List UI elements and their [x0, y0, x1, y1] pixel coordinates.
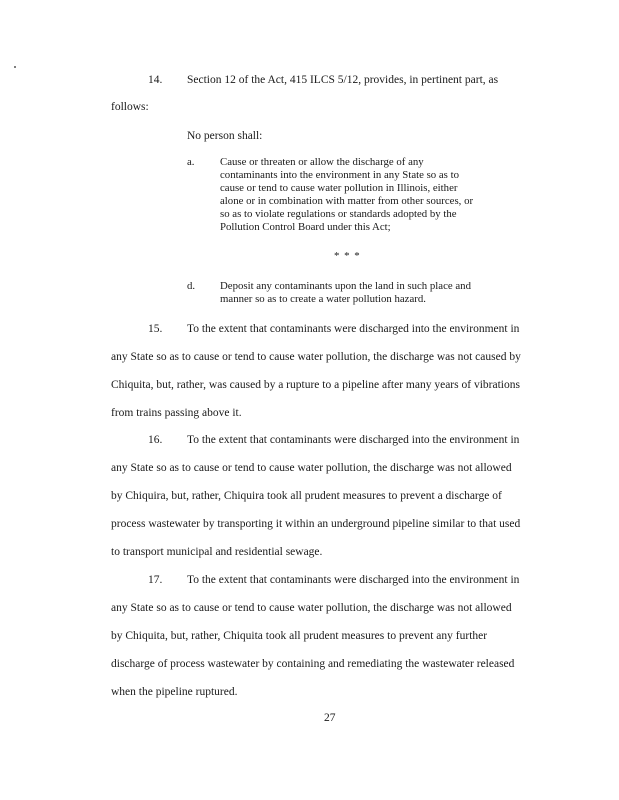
paragraph-text: from trains passing above it.: [111, 407, 242, 419]
quote-intro: No person shall:: [187, 130, 263, 142]
paragraph-text: To the extent that contaminants were discharged into the environment in: [187, 323, 520, 335]
paragraph-text: discharge of process wastewater by containing and remediating the wastewater released: [111, 658, 515, 670]
paragraph-text: by Chiquita, but, rather, Chiquita took all prudent measures to prevent any further: [111, 630, 488, 642]
list-marker: d.: [187, 280, 196, 292]
paragraph-number: 16.: [148, 434, 163, 446]
ellipsis: * * *: [334, 250, 361, 262]
paragraph-text: to transport municipal and residential sewage.: [111, 546, 323, 558]
paragraph-text: To the extent that contaminants were discharged into the environment in: [187, 574, 520, 586]
paragraph-text: any State so as to cause or tend to cause water pollution, the discharge was not caused by: [111, 351, 521, 363]
paragraph-number: 14.: [148, 74, 163, 86]
quote-line: Cause or threaten or allow the discharge of any: [220, 156, 424, 168]
quote-line: alone or in combination with matter from other sources, or: [220, 195, 474, 207]
scan-speck: [14, 66, 16, 68]
quote-line: cause or tend to cause water pollution in Illinois, either: [220, 182, 458, 194]
list-marker: a.: [187, 156, 195, 168]
paragraph-text: by Chiquira, but, rather, Chiquira took all prudent measures to prevent a discharge of: [111, 490, 502, 502]
paragraph-text: process wastewater by transporting it within an underground pipeline similar to that used: [111, 518, 521, 530]
paragraph-text: To the extent that contaminants were discharged into the environment in: [187, 434, 520, 446]
quote-line: Pollution Control Board under this Act;: [220, 221, 391, 233]
quote-line: manner so as to create a water pollution hazard.: [220, 293, 426, 305]
quote-line: Deposit any contaminants upon the land in such place and: [220, 280, 471, 292]
paragraph-number: 15.: [148, 323, 163, 335]
paragraph-text: Chiquita, but, rather, was caused by a rupture to a pipeline after many years of vibrations: [111, 379, 520, 391]
paragraph-text: any State so as to cause or tend to cause water pollution, the discharge was not allowed: [111, 462, 512, 474]
paragraph-text: any State so as to cause or tend to cause water pollution, the discharge was not allowed: [111, 602, 512, 614]
quote-line: contaminants into the environment in any State so as to: [220, 169, 459, 181]
paragraph-text: follows:: [111, 101, 149, 113]
page-number: 27: [324, 712, 336, 724]
paragraph-number: 17.: [148, 574, 163, 586]
paragraph-text: Section 12 of the Act, 415 ILCS 5/12, provides, in pertinent part, as: [187, 74, 499, 86]
paragraph-text: when the pipeline ruptured.: [111, 686, 238, 698]
quote-line: so as to violate regulations or standards adopted by the: [220, 208, 457, 220]
